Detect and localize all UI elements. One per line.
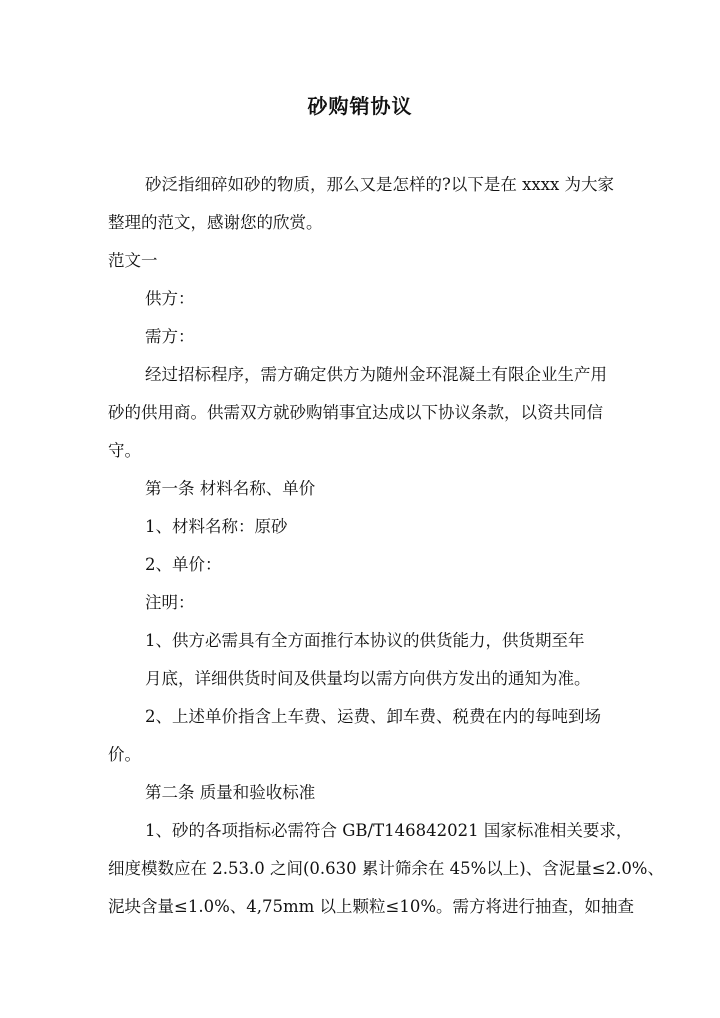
text-line: 注明： — [145, 593, 195, 612]
text-line: 2、上述单价指含上车费、运费、卸车费、税费在内的每吨到场 — [145, 707, 601, 726]
text-line: 守。 — [108, 441, 141, 460]
text-line: 需方： — [145, 327, 195, 346]
document-title: 砂购销协议 — [307, 94, 413, 118]
text-line: 1、材料名称：原砂 — [145, 517, 288, 536]
text-line: 月底，详细供货时间及供量均以需方向供方发出的通知为准。 — [145, 669, 591, 688]
text-line: 整理的范文，感谢您的欣赏。 — [108, 213, 323, 232]
text-line: 1、供方必需具有全方面推行本协议的供货能力，供货期至年 — [145, 631, 585, 650]
document-body — [108, 166, 664, 926]
text-line: 范文一 — [108, 251, 158, 270]
text-line: 细度模数应在 2.53.0 之间(0.630 累计筛余在 45%以上)、含泥量≤2.0%、 — [108, 859, 664, 878]
text-line: 1、砂的各项指标必需符合 GB/T146842021 国家标准相关要求， — [145, 821, 633, 840]
text-line: 砂泛指细碎如砂的物质，那么又是怎样的?以下是在 xxxx 为大家 — [145, 175, 615, 194]
text-line: 经过招标程序，需方确定供方为随州金环混凝土有限企业生产用 — [145, 365, 607, 384]
text-line: 2、单价： — [145, 555, 222, 574]
text-line: 第二条 质量和验收标准 — [145, 783, 316, 802]
text-line: 供方： — [145, 289, 195, 308]
text-line: 价。 — [108, 745, 141, 764]
text-line: 砂的供用商。供需双方就砂购销事宜达成以下协议条款，以资共同信 — [108, 403, 603, 422]
text-line: 第一条 材料名称、单价 — [145, 479, 316, 498]
text-line: 泥块含量≤1.0%、4,75mm 以上颗粒≤10%。需方将进行抽查，如抽查 — [108, 897, 635, 916]
